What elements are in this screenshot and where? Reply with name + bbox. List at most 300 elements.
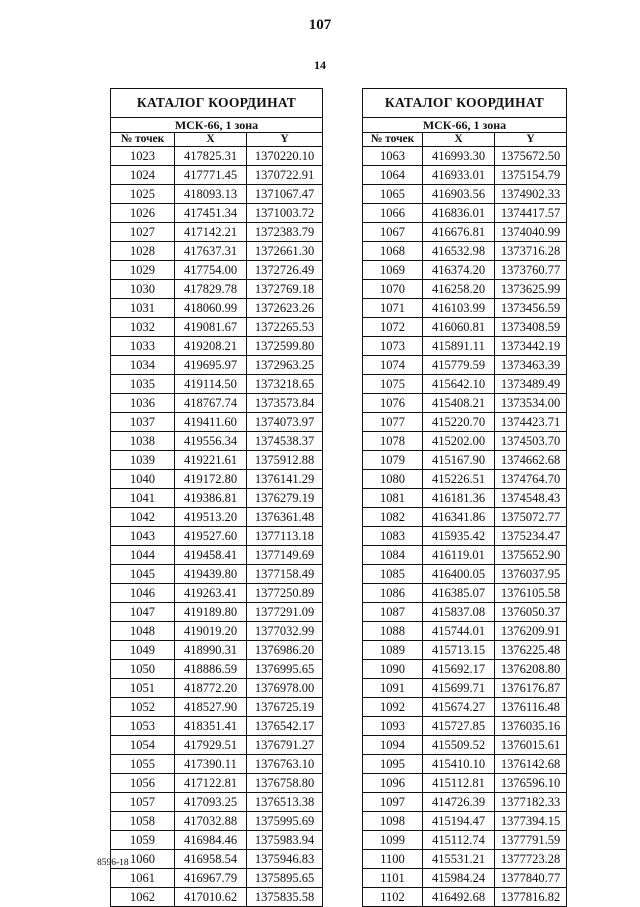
coordinate-catalog-table-left — [110, 88, 323, 907]
table-row — [111, 736, 323, 755]
y-coordinate-cell: 1371003.72 — [247, 204, 323, 223]
table-row — [363, 147, 567, 166]
point-number-cell: 1069 — [363, 261, 423, 280]
table-row — [111, 812, 323, 831]
y-coordinate-cell: 1376763.10 — [247, 755, 323, 774]
point-number-cell: 1042 — [111, 508, 175, 527]
y-coordinate-cell: 1376279.19 — [247, 489, 323, 508]
table-row — [111, 850, 323, 869]
y-coordinate-cell: 1375912.88 — [247, 451, 323, 470]
y-coordinate-cell: 1376542.17 — [247, 717, 323, 736]
y-coordinate-cell: 1376116.48 — [495, 698, 567, 717]
table-row — [111, 489, 323, 508]
point-number-cell: 1034 — [111, 356, 175, 375]
table-row — [111, 546, 323, 565]
y-coordinate-cell: 1373218.65 — [247, 375, 323, 394]
table-row — [363, 622, 567, 641]
y-coordinate-cell: 1373534.00 — [495, 394, 567, 413]
table-row — [363, 603, 567, 622]
y-coordinate-cell: 1377791.59 — [495, 831, 567, 850]
point-number-cell: 1046 — [111, 584, 175, 603]
table-row — [111, 717, 323, 736]
point-number-cell: 1057 — [111, 793, 175, 812]
table-row — [363, 755, 567, 774]
y-coordinate-cell: 1376361.48 — [247, 508, 323, 527]
x-coordinate-cell: 416258.20 — [423, 280, 495, 299]
table-row — [363, 793, 567, 812]
x-coordinate-cell: 417122.81 — [175, 774, 247, 793]
y-coordinate-cell: 1376142.68 — [495, 755, 567, 774]
table-row — [363, 451, 567, 470]
y-coordinate-cell: 1374423.71 — [495, 413, 567, 432]
y-coordinate-cell: 1377723.28 — [495, 850, 567, 869]
y-coordinate-cell: 1377816.82 — [495, 888, 567, 907]
x-coordinate-cell: 415699.71 — [423, 679, 495, 698]
y-coordinate-cell: 1375983.94 — [247, 831, 323, 850]
table-row — [111, 223, 323, 242]
point-number-cell: 1056 — [111, 774, 175, 793]
point-number-cell: 1071 — [363, 299, 423, 318]
table-row — [111, 394, 323, 413]
x-coordinate-cell: 416103.99 — [423, 299, 495, 318]
point-number-cell: 1050 — [111, 660, 175, 679]
point-number-cell: 1049 — [111, 641, 175, 660]
x-coordinate-cell: 419411.60 — [175, 413, 247, 432]
table-row — [111, 527, 323, 546]
point-number-cell: 1066 — [363, 204, 423, 223]
y-coordinate-cell: 1376208.80 — [495, 660, 567, 679]
x-coordinate-cell: 415837.08 — [423, 603, 495, 622]
x-coordinate-cell: 419208.21 — [175, 337, 247, 356]
table-row — [111, 375, 323, 394]
y-coordinate-cell: 1376015.61 — [495, 736, 567, 755]
x-coordinate-cell: 416492.68 — [423, 888, 495, 907]
point-number-cell: 1098 — [363, 812, 423, 831]
x-coordinate-cell: 416958.54 — [175, 850, 247, 869]
y-coordinate-cell: 1376176.87 — [495, 679, 567, 698]
point-number-cell: 1031 — [111, 299, 175, 318]
point-number-cell: 1101 — [363, 869, 423, 888]
x-coordinate-cell: 416181.36 — [423, 489, 495, 508]
table-row — [111, 432, 323, 451]
x-coordinate-cell: 419221.61 — [175, 451, 247, 470]
point-number-cell: 1090 — [363, 660, 423, 679]
x-coordinate-cell: 419189.80 — [175, 603, 247, 622]
point-number-cell: 1030 — [111, 280, 175, 299]
point-number-cell: 1080 — [363, 470, 423, 489]
table-row — [111, 679, 323, 698]
y-coordinate-cell: 1374040.99 — [495, 223, 567, 242]
x-coordinate-cell: 415891.11 — [423, 337, 495, 356]
x-coordinate-cell: 416400.05 — [423, 565, 495, 584]
table-row — [111, 356, 323, 375]
point-number-cell: 1091 — [363, 679, 423, 698]
table-row — [111, 337, 323, 356]
point-number-cell: 1095 — [363, 755, 423, 774]
x-coordinate-cell: 417142.21 — [175, 223, 247, 242]
y-coordinate-cell: 1373573.84 — [247, 394, 323, 413]
y-coordinate-cell: 1372383.79 — [247, 223, 323, 242]
point-number-cell: 1065 — [363, 185, 423, 204]
table-row — [363, 774, 567, 793]
table-row — [111, 831, 323, 850]
x-coordinate-cell: 419172.80 — [175, 470, 247, 489]
table-row — [111, 698, 323, 717]
catalog-title: КАТАЛОГ КООРДИНАТ — [363, 89, 567, 118]
y-coordinate-cell: 1376995.65 — [247, 660, 323, 679]
y-coordinate-cell: 1377394.15 — [495, 812, 567, 831]
table-row — [363, 850, 567, 869]
table-row — [111, 641, 323, 660]
y-coordinate-cell: 1377158.49 — [247, 565, 323, 584]
y-coordinate-cell: 1376758.80 — [247, 774, 323, 793]
x-coordinate-cell: 418990.31 — [175, 641, 247, 660]
point-number-cell: 1100 — [363, 850, 423, 869]
table-row — [111, 204, 323, 223]
table-row — [363, 717, 567, 736]
x-coordinate-cell: 416060.81 — [423, 318, 495, 337]
point-number-cell: 1051 — [111, 679, 175, 698]
table-row — [111, 413, 323, 432]
point-number-cell: 1023 — [111, 147, 175, 166]
table-row — [111, 584, 323, 603]
y-coordinate-cell: 1373442.19 — [495, 337, 567, 356]
point-number-cell: 1047 — [111, 603, 175, 622]
x-coordinate-cell: 414726.39 — [423, 793, 495, 812]
table-row — [111, 147, 323, 166]
y-coordinate-cell: 1375154.79 — [495, 166, 567, 185]
y-coordinate-cell: 1375234.47 — [495, 527, 567, 546]
table-row — [111, 280, 323, 299]
y-coordinate-cell: 1376725.19 — [247, 698, 323, 717]
y-coordinate-cell: 1374503.70 — [495, 432, 567, 451]
table-row — [111, 869, 323, 888]
x-coordinate-cell: 417929.51 — [175, 736, 247, 755]
point-number-cell: 1061 — [111, 869, 175, 888]
point-number-cell: 1093 — [363, 717, 423, 736]
y-coordinate-cell: 1372769.18 — [247, 280, 323, 299]
x-coordinate-cell: 418060.99 — [175, 299, 247, 318]
x-coordinate-cell: 415202.00 — [423, 432, 495, 451]
y-coordinate-cell: 1370220.10 — [247, 147, 323, 166]
table-row — [111, 299, 323, 318]
column-header-y: Y — [247, 133, 323, 147]
table-row — [111, 774, 323, 793]
x-coordinate-cell: 416341.86 — [423, 508, 495, 527]
x-coordinate-cell: 415410.10 — [423, 755, 495, 774]
column-header-y: Y — [495, 133, 567, 147]
point-number-cell: 1039 — [111, 451, 175, 470]
y-coordinate-cell: 1377840.77 — [495, 869, 567, 888]
point-number-cell: 1076 — [363, 394, 423, 413]
x-coordinate-cell: 416385.07 — [423, 584, 495, 603]
y-coordinate-cell: 1372623.26 — [247, 299, 323, 318]
x-coordinate-cell: 416836.01 — [423, 204, 495, 223]
point-number-cell: 1062 — [111, 888, 175, 907]
point-number-cell: 1026 — [111, 204, 175, 223]
y-coordinate-cell: 1374764.70 — [495, 470, 567, 489]
point-number-cell: 1032 — [111, 318, 175, 337]
table-row — [111, 470, 323, 489]
table-row — [363, 280, 567, 299]
y-coordinate-cell: 1375072.77 — [495, 508, 567, 527]
table-row — [111, 261, 323, 280]
y-coordinate-cell: 1375946.83 — [247, 850, 323, 869]
x-coordinate-cell: 415112.74 — [423, 831, 495, 850]
point-number-cell: 1086 — [363, 584, 423, 603]
x-coordinate-cell: 416119.01 — [423, 546, 495, 565]
x-coordinate-cell: 415692.17 — [423, 660, 495, 679]
y-coordinate-cell: 1375672.50 — [495, 147, 567, 166]
y-coordinate-cell: 1372661.30 — [247, 242, 323, 261]
point-number-cell: 1060 — [111, 850, 175, 869]
y-coordinate-cell: 1372599.80 — [247, 337, 323, 356]
table-row — [363, 527, 567, 546]
point-number-cell: 1074 — [363, 356, 423, 375]
y-coordinate-cell: 1372963.25 — [247, 356, 323, 375]
point-number-cell: 1052 — [111, 698, 175, 717]
table-row — [363, 242, 567, 261]
point-number-cell: 1073 — [363, 337, 423, 356]
table-row — [363, 641, 567, 660]
point-number-cell: 1089 — [363, 641, 423, 660]
y-coordinate-cell: 1374548.43 — [495, 489, 567, 508]
y-coordinate-cell: 1373408.59 — [495, 318, 567, 337]
table-row — [363, 584, 567, 603]
column-header-x: X — [423, 133, 495, 147]
y-coordinate-cell: 1374538.37 — [247, 432, 323, 451]
point-number-cell: 1029 — [111, 261, 175, 280]
table-row — [363, 204, 567, 223]
x-coordinate-cell: 417825.31 — [175, 147, 247, 166]
x-coordinate-cell: 415509.52 — [423, 736, 495, 755]
y-coordinate-cell: 1377032.99 — [247, 622, 323, 641]
y-coordinate-cell: 1377182.33 — [495, 793, 567, 812]
point-number-cell: 1058 — [111, 812, 175, 831]
table-row — [363, 470, 567, 489]
x-coordinate-cell: 418772.20 — [175, 679, 247, 698]
x-coordinate-cell: 418093.13 — [175, 185, 247, 204]
y-coordinate-cell: 1374417.57 — [495, 204, 567, 223]
point-number-cell: 1078 — [363, 432, 423, 451]
document-code: 8596-18 — [97, 858, 129, 868]
y-coordinate-cell: 1373463.39 — [495, 356, 567, 375]
x-coordinate-cell: 415194.47 — [423, 812, 495, 831]
y-coordinate-cell: 1376225.48 — [495, 641, 567, 660]
point-number-cell: 1044 — [111, 546, 175, 565]
x-coordinate-cell: 416374.20 — [423, 261, 495, 280]
table-row — [363, 166, 567, 185]
x-coordinate-cell: 419527.60 — [175, 527, 247, 546]
x-coordinate-cell: 416967.79 — [175, 869, 247, 888]
x-coordinate-cell: 415531.21 — [423, 850, 495, 869]
x-coordinate-cell: 416903.56 — [423, 185, 495, 204]
point-number-cell: 1070 — [363, 280, 423, 299]
y-coordinate-cell: 1376986.20 — [247, 641, 323, 660]
table-row — [363, 432, 567, 451]
y-coordinate-cell: 1372265.53 — [247, 318, 323, 337]
x-coordinate-cell: 415408.21 — [423, 394, 495, 413]
point-number-cell: 1041 — [111, 489, 175, 508]
point-number-cell: 1054 — [111, 736, 175, 755]
point-number-cell: 1048 — [111, 622, 175, 641]
point-number-cell: 1055 — [111, 755, 175, 774]
table-row — [363, 489, 567, 508]
x-coordinate-cell: 415713.15 — [423, 641, 495, 660]
sub-number: 14 — [314, 58, 326, 72]
point-number-cell: 1040 — [111, 470, 175, 489]
y-coordinate-cell: 1376105.58 — [495, 584, 567, 603]
table-row — [111, 660, 323, 679]
point-number-cell: 1081 — [363, 489, 423, 508]
y-coordinate-cell: 1375995.69 — [247, 812, 323, 831]
table-row — [363, 185, 567, 204]
point-number-cell: 1072 — [363, 318, 423, 337]
x-coordinate-cell: 418767.74 — [175, 394, 247, 413]
y-coordinate-cell: 1374902.33 — [495, 185, 567, 204]
table-row — [111, 603, 323, 622]
point-number-cell: 1068 — [363, 242, 423, 261]
column-header-point-number: № точек — [363, 133, 423, 147]
table-row — [363, 375, 567, 394]
page-number: 107 — [308, 17, 332, 33]
point-number-cell: 1082 — [363, 508, 423, 527]
x-coordinate-cell: 415167.90 — [423, 451, 495, 470]
catalog-zone: МСК-66, 1 зона — [111, 118, 323, 133]
table-row — [111, 755, 323, 774]
table-row — [111, 318, 323, 337]
point-number-cell: 1088 — [363, 622, 423, 641]
y-coordinate-cell: 1375835.58 — [247, 888, 323, 907]
y-coordinate-cell: 1376978.00 — [247, 679, 323, 698]
table-row — [111, 451, 323, 470]
point-number-cell: 1036 — [111, 394, 175, 413]
catalog-zone: МСК-66, 1 зона — [363, 118, 567, 133]
table-row — [363, 223, 567, 242]
table-row — [111, 565, 323, 584]
x-coordinate-cell: 417010.62 — [175, 888, 247, 907]
x-coordinate-cell: 417771.45 — [175, 166, 247, 185]
y-coordinate-cell: 1377250.89 — [247, 584, 323, 603]
x-coordinate-cell: 419439.80 — [175, 565, 247, 584]
y-coordinate-cell: 1376209.91 — [495, 622, 567, 641]
table-row — [363, 812, 567, 831]
x-coordinate-cell: 417390.11 — [175, 755, 247, 774]
x-coordinate-cell: 415935.42 — [423, 527, 495, 546]
x-coordinate-cell: 417754.00 — [175, 261, 247, 280]
y-coordinate-cell: 1370722.91 — [247, 166, 323, 185]
y-coordinate-cell: 1376035.16 — [495, 717, 567, 736]
x-coordinate-cell: 418527.90 — [175, 698, 247, 717]
x-coordinate-cell: 419114.50 — [175, 375, 247, 394]
y-coordinate-cell: 1373716.28 — [495, 242, 567, 261]
coordinate-catalog-table-right — [362, 88, 567, 907]
y-coordinate-cell: 1374073.97 — [247, 413, 323, 432]
y-coordinate-cell: 1373760.77 — [495, 261, 567, 280]
y-coordinate-cell: 1371067.47 — [247, 185, 323, 204]
x-coordinate-cell: 416993.30 — [423, 147, 495, 166]
point-number-cell: 1084 — [363, 546, 423, 565]
y-coordinate-cell: 1376791.27 — [247, 736, 323, 755]
table-row — [363, 394, 567, 413]
table-row — [111, 622, 323, 641]
point-number-cell: 1102 — [363, 888, 423, 907]
table-row — [363, 736, 567, 755]
table-row — [363, 413, 567, 432]
point-number-cell: 1099 — [363, 831, 423, 850]
x-coordinate-cell: 417032.88 — [175, 812, 247, 831]
point-number-cell: 1025 — [111, 185, 175, 204]
y-coordinate-cell: 1376037.95 — [495, 565, 567, 584]
x-coordinate-cell: 417451.34 — [175, 204, 247, 223]
x-coordinate-cell: 415727.85 — [423, 717, 495, 736]
y-coordinate-cell: 1373456.59 — [495, 299, 567, 318]
x-coordinate-cell: 415226.51 — [423, 470, 495, 489]
table-row — [363, 869, 567, 888]
point-number-cell: 1053 — [111, 717, 175, 736]
point-number-cell: 1028 — [111, 242, 175, 261]
y-coordinate-cell: 1377113.18 — [247, 527, 323, 546]
y-coordinate-cell: 1376141.29 — [247, 470, 323, 489]
table-row — [111, 888, 323, 907]
table-row — [111, 793, 323, 812]
point-number-cell: 1027 — [111, 223, 175, 242]
table-row — [363, 831, 567, 850]
point-number-cell: 1067 — [363, 223, 423, 242]
y-coordinate-cell: 1376513.38 — [247, 793, 323, 812]
point-number-cell: 1094 — [363, 736, 423, 755]
table-row — [363, 508, 567, 527]
x-coordinate-cell: 416676.81 — [423, 223, 495, 242]
x-coordinate-cell: 419386.81 — [175, 489, 247, 508]
point-number-cell: 1064 — [363, 166, 423, 185]
table-row — [363, 660, 567, 679]
x-coordinate-cell: 418886.59 — [175, 660, 247, 679]
x-coordinate-cell: 419458.41 — [175, 546, 247, 565]
x-coordinate-cell: 416532.98 — [423, 242, 495, 261]
point-number-cell: 1033 — [111, 337, 175, 356]
point-number-cell: 1045 — [111, 565, 175, 584]
point-number-cell: 1087 — [363, 603, 423, 622]
y-coordinate-cell: 1372726.49 — [247, 261, 323, 280]
x-coordinate-cell: 415642.10 — [423, 375, 495, 394]
x-coordinate-cell: 415744.01 — [423, 622, 495, 641]
table-row — [363, 299, 567, 318]
point-number-cell: 1096 — [363, 774, 423, 793]
x-coordinate-cell: 418351.41 — [175, 717, 247, 736]
table-row — [111, 166, 323, 185]
x-coordinate-cell: 415674.27 — [423, 698, 495, 717]
point-number-cell: 1038 — [111, 432, 175, 451]
point-number-cell: 1092 — [363, 698, 423, 717]
y-coordinate-cell: 1375895.65 — [247, 869, 323, 888]
point-number-cell: 1037 — [111, 413, 175, 432]
x-coordinate-cell: 417829.78 — [175, 280, 247, 299]
point-number-cell: 1079 — [363, 451, 423, 470]
table-row — [363, 698, 567, 717]
point-number-cell: 1035 — [111, 375, 175, 394]
table-row — [363, 261, 567, 280]
table-row — [363, 318, 567, 337]
table-row — [111, 242, 323, 261]
table-row — [111, 185, 323, 204]
point-number-cell: 1063 — [363, 147, 423, 166]
x-coordinate-cell: 417093.25 — [175, 793, 247, 812]
table-row — [363, 565, 567, 584]
point-number-cell: 1043 — [111, 527, 175, 546]
x-coordinate-cell: 419263.41 — [175, 584, 247, 603]
table-row — [363, 337, 567, 356]
